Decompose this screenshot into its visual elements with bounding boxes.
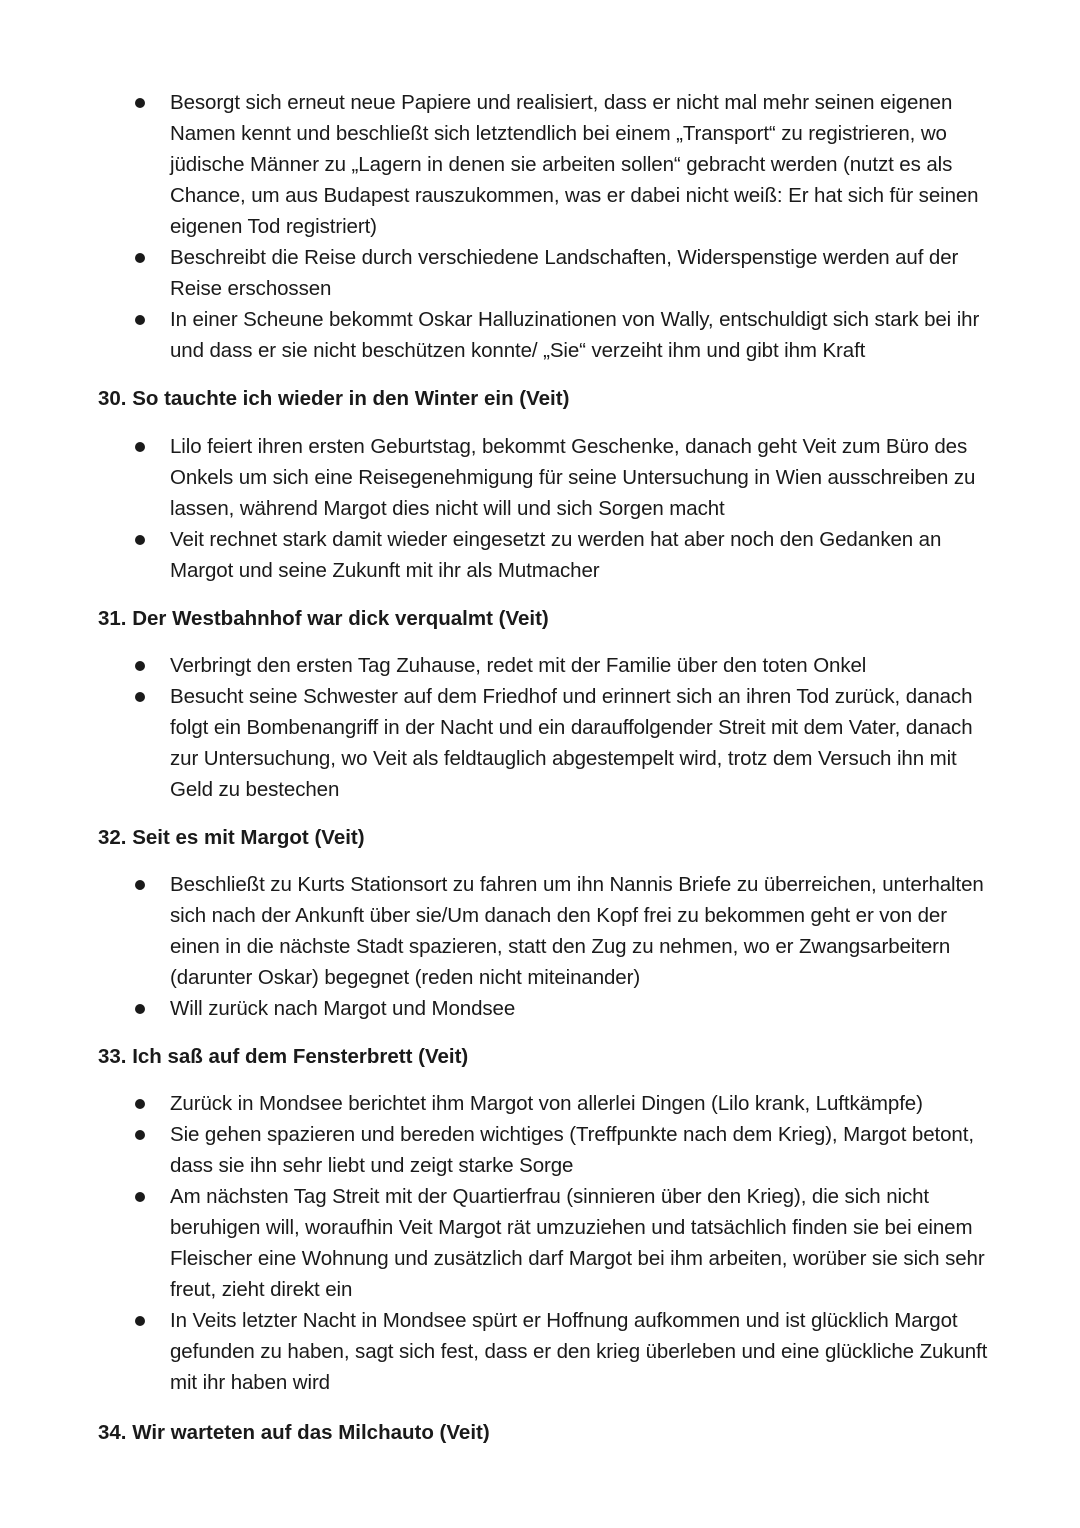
bullet-list-32	[0, 869, 1080, 1024]
list-item-text: Am nächsten Tag Streit mit der Quartierfrau (sinnieren über den Krieg), die sich nicht beruhigen will, woraufhin Veit Margot rät umzuziehen und tatsächlich finden sie bei einem Fleischer eine Wohnung und zusätzlich darf Margot bei ihm arbeiten, worüber sie sich sehr freut, zieht direkt ein	[170, 1185, 985, 1301]
bullet-icon	[135, 1004, 145, 1014]
list-item-text: Beschreibt die Reise durch verschiedene Landschaften, Widerspenstige werden auf der Reise erschossen	[170, 246, 959, 300]
list-item-text: Sie gehen spazieren und bereden wichtiges (Treffpunkte nach dem Krieg), Margot betont, dass sie ihn sehr liebt und zeigt starke Sorge	[170, 1123, 974, 1177]
list-item	[0, 304, 1080, 366]
bullet-icon	[135, 1099, 145, 1109]
list-item	[0, 650, 1080, 681]
bullet-icon	[135, 880, 145, 890]
list-item-text: Lilo feiert ihren ersten Geburtstag, bekommt Geschenke, danach geht Veit zum Büro des Onkels um sich eine Reisegenehmigung für seine Untersuchung in Wien ausschreiben zu lassen, während Margot dies nicht will und sich Sorgen macht	[170, 435, 976, 520]
bullet-list-30	[0, 431, 1080, 586]
section-heading-32: 32. Seit es mit Margot (Veit)	[98, 826, 365, 849]
list-item-text: Besorgt sich erneut neue Papiere und realisiert, dass er nicht mal mehr seinen eigenen Namen kennt und beschließt sich letztendlich bei einem „Transport“ zu registrieren, wo jüdische Männer zu „Lagern in denen sie arbeiten sollen“ gebracht werden (nutzt es als Chance, um aus Budapest rauszukommen, was er dabei nicht weiß: Er hat sich für seinen eigenen Tod registriert)	[170, 91, 979, 238]
list-item-text: Besucht seine Schwester auf dem Friedhof und erinnert sich an ihren Tod zurück, danach folgt ein Bombenangriff in der Nacht und ein darauffolgender Streit mit dem Vater, danach zur Untersuchung, wo Veit als feldtauglich abgestempelt wird, trotz dem Versuch ihn mit Geld zu bestechen	[170, 685, 973, 801]
bullet-list-33	[0, 1088, 1080, 1398]
list-item	[0, 681, 1080, 805]
list-item	[0, 1088, 1080, 1119]
section-heading-30: 30. So tauchte ich wieder in den Winter ein (Veit)	[98, 387, 570, 410]
list-item	[0, 524, 1080, 586]
list-item-text: Veit rechnet stark damit wieder eingesetzt zu werden hat aber noch den Gedanken an Margot und seine Zukunft mit ihr als Mutmacher	[170, 528, 942, 582]
list-item-text: In Veits letzter Nacht in Mondsee spürt er Hoffnung aufkommen und ist glücklich Margot gefunden zu haben, sagt sich fest, dass er den krieg überleben und eine glückliche Zukunft mit ihr haben wird	[170, 1309, 988, 1394]
bullet-icon	[135, 98, 145, 108]
bullet-icon	[135, 253, 145, 263]
bullet-icon	[135, 1130, 145, 1140]
section-heading-34: 34. Wir warteten auf das Milchauto (Veit)	[98, 1421, 490, 1444]
section-heading-33: 33. Ich saß auf dem Fensterbrett (Veit)	[98, 1045, 469, 1068]
bullet-icon	[135, 535, 145, 545]
list-item	[0, 87, 1080, 242]
list-item-text: Verbringt den ersten Tag Zuhause, redet mit der Familie über den toten Onkel	[170, 654, 867, 677]
list-item	[0, 869, 1080, 993]
list-item	[0, 242, 1080, 304]
list-item	[0, 1181, 1080, 1305]
bullet-icon	[135, 1316, 145, 1326]
bullet-icon	[135, 692, 145, 702]
bullet-icon	[135, 661, 145, 671]
bullet-list-continued	[0, 87, 1080, 366]
list-item	[0, 1305, 1080, 1398]
bullet-icon	[135, 1192, 145, 1202]
bullet-icon	[135, 315, 145, 325]
list-item-text: Beschließt zu Kurts Stationsort zu fahren um ihn Nannis Briefe zu überreichen, unterhalten sich nach der Ankunft über sie/Um danach den Kopf frei zu bekommen geht er von der einen in die nächste Stadt spazieren, statt den Zug zu nehmen, wo er Zwangsarbeitern (darunter Oskar) begegnet (reden nicht miteinander)	[170, 873, 984, 989]
list-item	[0, 431, 1080, 524]
list-item-text: In einer Scheune bekommt Oskar Halluzinationen von Wally, entschuldigt sich stark bei ihr und dass er sie nicht beschützen konnte/ „Sie“ verzeiht ihm und gibt ihm Kraft	[170, 308, 980, 362]
section-heading-31: 31. Der Westbahnhof war dick verqualmt (Veit)	[98, 607, 549, 630]
list-item	[0, 993, 1080, 1024]
bullet-icon	[135, 442, 145, 452]
list-item-text: Zurück in Mondsee berichtet ihm Margot von allerlei Dingen (Lilo krank, Luftkämpfe)	[170, 1092, 923, 1115]
list-item	[0, 1119, 1080, 1181]
list-item-text: Will zurück nach Margot und Mondsee	[170, 997, 516, 1020]
bullet-list-31	[0, 650, 1080, 805]
